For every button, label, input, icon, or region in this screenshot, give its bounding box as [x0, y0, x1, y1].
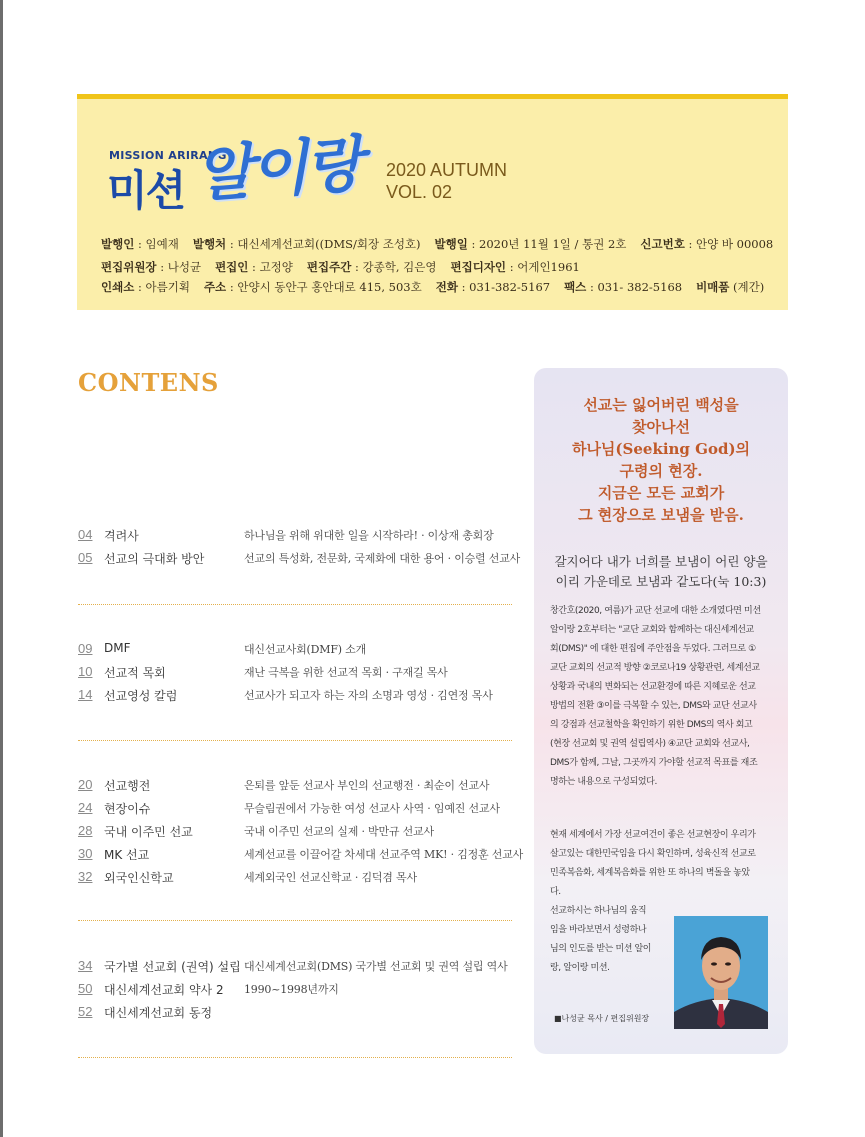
credit-value: : 안양 바 00008 [684, 237, 774, 251]
toc-entry[interactable] [78, 1004, 528, 1024]
toc-page-number: 34 [78, 958, 93, 973]
verse-line: 갈지어다 내가 너희를 보냄이 어린 양을 [554, 554, 768, 569]
toc-entry-description: 세계선교를 이끌어갈 차세대 선교주역 MK! · 김정훈 선교사 [244, 848, 524, 861]
toc-entry-title: 국가별 선교회 (권역) 설립 [104, 960, 241, 974]
paragraph-line: 명하는 내용으로 구성되었다. [550, 777, 657, 787]
logo-subtitle: MISSION ARIRANG [109, 149, 227, 162]
credit-value: : 어게인1961 [506, 260, 580, 274]
sidebar-paragraph-korea [550, 826, 776, 902]
toc-entry-title: DMF [104, 641, 131, 655]
paragraph-line: 임을 바라보면서 성령하나 [550, 925, 647, 935]
toc-page-number: 30 [78, 846, 93, 861]
credit-line [101, 259, 580, 275]
toc-entry[interactable] [78, 981, 528, 1001]
headline-line: 하나님(Seeking God)의 [571, 440, 751, 458]
credit-label: 비매품 [696, 280, 730, 294]
toc-entry-description: 재난 극복을 위한 선교적 목회 · 구재길 목사 [244, 666, 448, 679]
toc-entry-title: 대신세계선교회 동정 [104, 1006, 213, 1020]
toc-page-number: 14 [78, 687, 93, 702]
paragraph-line: 상황과 국내의 변화되는 선교환경에 따른 지혜로운 선교 [550, 682, 756, 692]
credit-label: 인쇄소 [101, 280, 135, 294]
paragraph-line: 민족복음화, 세계복음화를 위한 또 하나의 벽돌을 놓았 [550, 868, 750, 878]
toc-entry-title: 대신세계선교회 약사 2 [104, 983, 224, 997]
credit-value: : 031- 382-5168 [586, 280, 683, 294]
toc-page-number: 10 [78, 664, 93, 679]
credit-line [101, 236, 773, 252]
toc-entry-title: 선교적 목회 [104, 666, 166, 680]
headline-line: 구령의 현장. [619, 462, 703, 480]
credit-label: 팩스 [564, 280, 587, 294]
paragraph-line: 선교하시는 하나님의 움직 [550, 906, 647, 916]
paragraph-line: 살고있는 대한민국임을 다시 확인하며, 성육신적 선교로 [550, 849, 756, 859]
toc-entry-description: 하나님을 위해 위대한 일을 시작하라! · 이상재 총회장 [244, 529, 494, 542]
paragraph-line: 님의 인도를 받는 미션 알이 [550, 944, 652, 954]
toc-entry-description: 세계외국인 선교신학교 · 김덕겸 목사 [244, 871, 417, 884]
credit-value: : 고정양 [248, 260, 293, 274]
toc-entry-description: 선교의 특성화, 전문화, 국제화에 대한 용어 · 이승렬 선교사 [244, 552, 521, 565]
sidebar-paragraph-closing [550, 902, 682, 978]
toc-entry[interactable] [78, 823, 528, 843]
editor-sidebar [534, 368, 788, 1054]
toc-entry[interactable] [78, 800, 528, 820]
toc-entry-description: 은퇴를 앞둔 선교사 부인의 선교행전 · 최순이 선교사 [244, 779, 490, 792]
credit-label: 편집디자인 [450, 260, 507, 274]
credit-label: 편집인 [215, 260, 249, 274]
sidebar-paragraph-intro [550, 602, 776, 792]
toc-entry-description: 대신선교사회(DMF) 소개 [244, 643, 367, 656]
credit-label: 신고번호 [640, 237, 685, 251]
toc-entry-title: 선교의 극대화 방안 [104, 552, 205, 566]
credit-label: 편집위원장 [101, 260, 157, 274]
headline-line: 그 현장으로 보냄을 받음. [578, 506, 744, 524]
toc-entry[interactable] [78, 777, 528, 797]
sidebar-headline [534, 394, 788, 526]
logo-script-text: 알이랑 [193, 129, 363, 211]
toc-entry[interactable] [78, 664, 528, 684]
toc-page-number: 04 [78, 527, 93, 542]
section-divider [78, 920, 512, 921]
toc-page-number: 52 [78, 1004, 93, 1019]
toc-entry-title: 외국인신학교 [104, 871, 174, 885]
paragraph-line: DMS가 함께, 그날, 그곳까지 가야할 선교적 목표를 재조 [550, 758, 758, 768]
headline-line: 선교는 잃어버린 백성을 [583, 396, 739, 414]
paragraph-line: 랑, 알이랑 미션. [550, 963, 610, 973]
toc-entry-description: 무슬림권에서 가능한 여성 선교사 사역 · 임예진 선교사 [244, 802, 500, 815]
credit-label: 편집주간 [306, 260, 352, 274]
paragraph-line: 알이랑 2호부터는 "교단 교회와 함께하는 대신세계선교 [550, 625, 754, 635]
paragraph-line: 다. [550, 887, 561, 897]
headline-line: 찾아나선 [632, 418, 690, 436]
issue-season: 2020 AUTUMN [386, 160, 508, 180]
toc-page-number: 20 [78, 777, 93, 792]
credit-value: : 안양시 동안구 홍안대로 415, 503호 [226, 280, 422, 294]
toc-entry-description: 1990~1998년까지 [244, 983, 339, 996]
toc-entry[interactable] [78, 958, 528, 978]
logo-main-text: 미션 [107, 166, 185, 215]
page-edge [0, 0, 3, 1137]
section-divider [78, 1057, 512, 1058]
toc-page-number: 32 [78, 869, 93, 884]
sidebar-verse [534, 552, 788, 592]
toc-entry[interactable] [78, 550, 528, 570]
paragraph-line: 현재 세계에서 가장 선교여건이 좋은 선교현장이 우리가 [550, 830, 756, 840]
toc-entry[interactable] [78, 869, 528, 889]
verse-line: 이리 가운데로 보냄과 같도다(눅 10:3) [555, 574, 767, 589]
credit-value: (계간) [729, 280, 765, 294]
editor-portrait [674, 916, 768, 1029]
credit-label: 발행인 [101, 237, 135, 251]
credit-value: : 나성균 [156, 260, 202, 274]
paragraph-line: 창간호(2020, 여름)가 교단 선교에 대한 소개였다면 미션 [550, 606, 761, 616]
paragraph-line: 방법의 전환 ③이를 극복할 수 있는, DMS와 교단 선교사 [550, 701, 757, 711]
toc-entry-description: 국내 이주민 선교의 실제 · 박만규 선교사 [244, 825, 434, 838]
sidebar-signature: ■나성균 목사 / 편집위원장 [554, 1014, 650, 1023]
toc-entry[interactable] [78, 527, 528, 547]
credit-line [101, 279, 764, 295]
masthead-top-rule [77, 94, 788, 99]
paragraph-line: 의 강점과 선교철학을 확인하기 위한 DMS의 역사 회고 [550, 720, 753, 730]
toc-entry-title: 국내 이주민 선교 [104, 825, 193, 839]
masthead [77, 94, 788, 310]
issue-volume: VOL. 02 [386, 182, 453, 202]
section-divider [78, 740, 512, 741]
credit-value: : 031-382-5167 [457, 280, 551, 294]
credit-label: 발행처 [192, 237, 227, 251]
toc-entry[interactable] [78, 641, 528, 661]
toc-entry-title: MK 선교 [104, 848, 150, 862]
toc-page-number: 24 [78, 800, 93, 815]
toc-entry[interactable] [78, 687, 528, 707]
headline-line: 지금은 모든 교회가 [597, 484, 725, 502]
paragraph-line: (현장 선교회 및 권역 설립역사) ④교단 교회와 선교사, [550, 739, 750, 749]
section-divider [78, 604, 512, 605]
credit-value: : 대신세계선교회((DMS/회장 조성호) [226, 237, 421, 251]
toc-page-number: 50 [78, 981, 93, 996]
toc-entry-title: 선교영성 칼럼 [104, 689, 178, 703]
contents-title: CONTENS [78, 368, 219, 397]
credit-value: : 임예재 [134, 237, 179, 251]
toc-entry-description: 선교사가 되고자 하는 자의 소명과 영성 · 김연정 목사 [244, 689, 493, 702]
credit-value: : 아름기획 [134, 280, 190, 294]
credit-label: 전화 [435, 280, 458, 294]
toc-entry-title: 선교행전 [104, 779, 151, 793]
paragraph-line: 교단 교회의 선교적 방향 ②코로나19 상황관련, 세계선교 [550, 663, 760, 673]
toc-entry-description: 대신세계선교회(DMS) 국가별 선교회 및 권역 설립 역사 [244, 960, 508, 973]
paragraph-line: 회(DMS)" 에 대한 편집에 주안점을 두었다. 그러므로 ① [550, 644, 756, 654]
credit-label: 발행일 [434, 237, 468, 251]
toc-entry-title: 현장이슈 [104, 802, 151, 816]
toc-entry-title: 격려사 [104, 529, 139, 543]
credit-value: : 2020년 11월 1일 / 통권 2호 [467, 237, 627, 251]
credit-value: : 강종학, 김은영 [351, 260, 437, 274]
toc-page-number: 09 [78, 641, 93, 656]
toc-page-number: 28 [78, 823, 93, 838]
credit-label: 주소 [203, 280, 227, 294]
toc-entry[interactable] [78, 846, 528, 866]
toc-page-number: 05 [78, 550, 93, 565]
